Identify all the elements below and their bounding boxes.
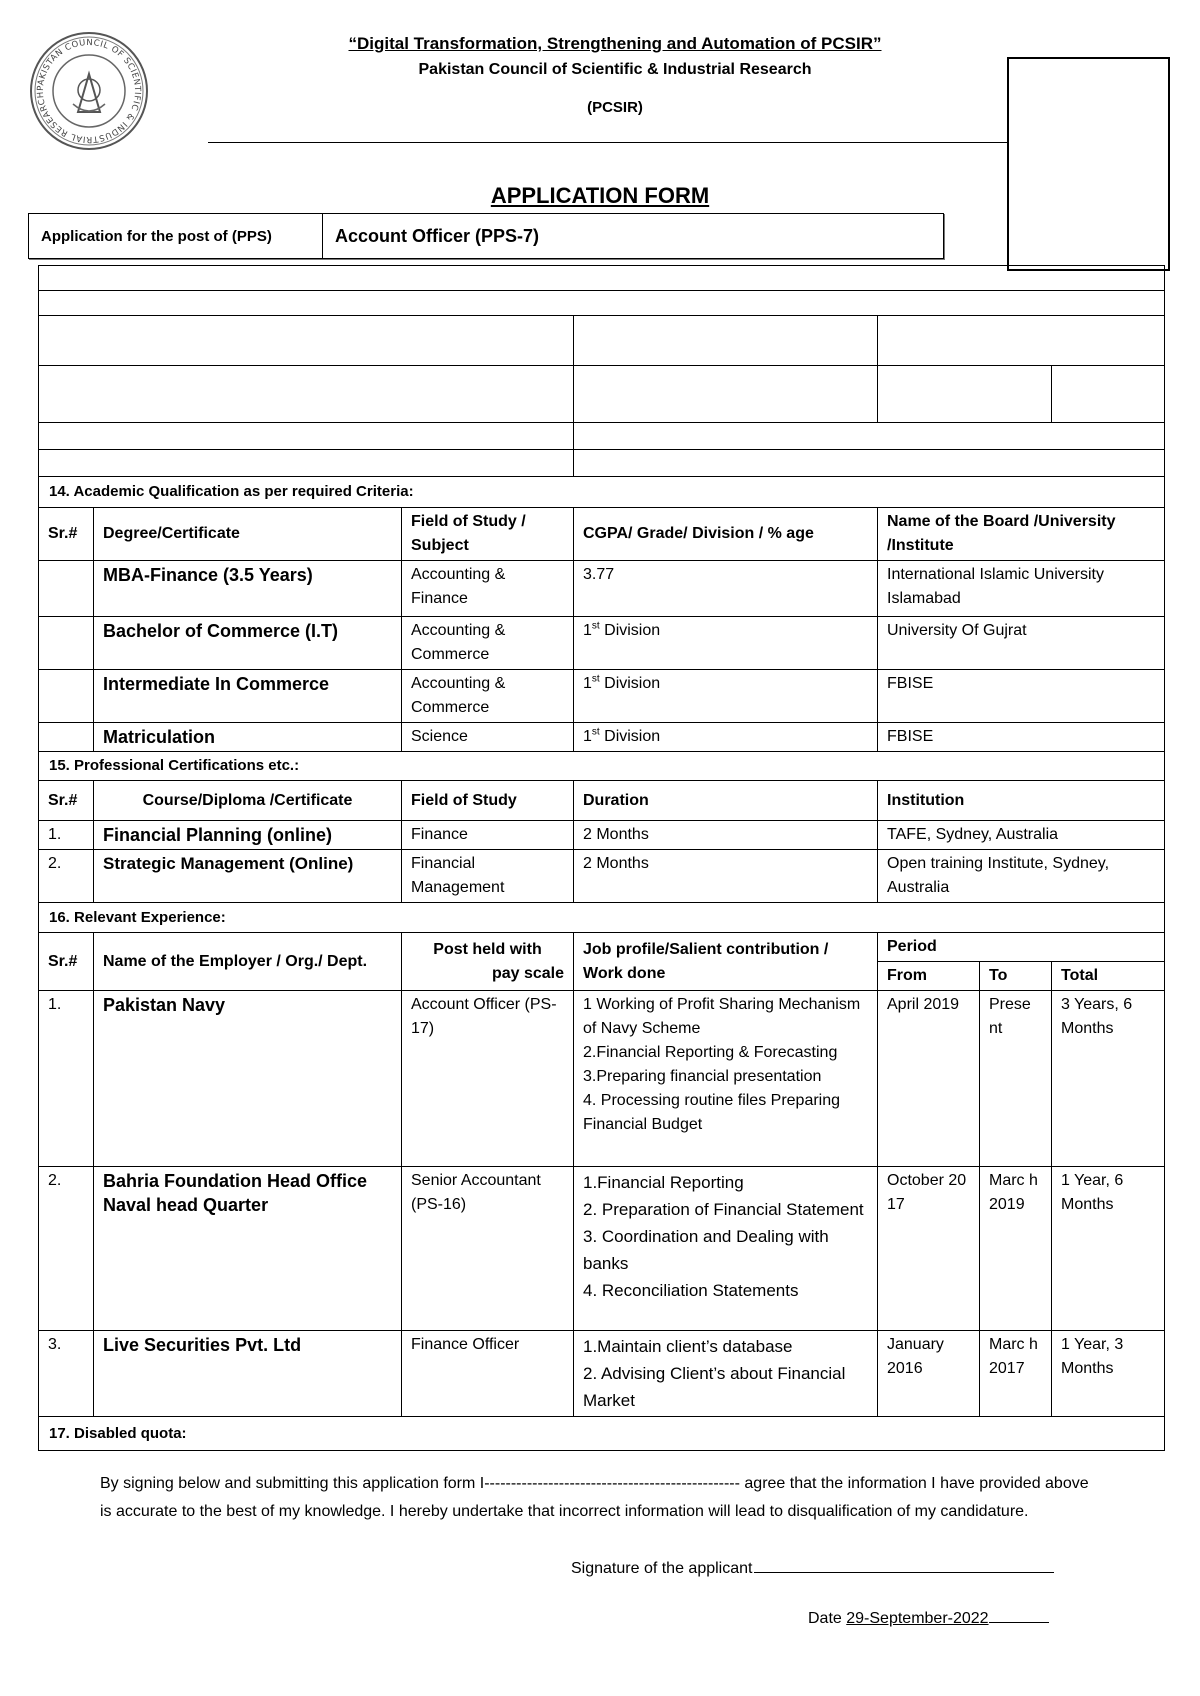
blank-row: [39, 291, 1165, 316]
profile-line: 2. Preparation of Financial Statement: [583, 1200, 864, 1219]
experience-total: 1 Year, 6 Months: [1052, 1167, 1165, 1331]
disabled-section-title: 17. Disabled quota:: [39, 1417, 1165, 1451]
experience-row: [39, 1167, 1165, 1331]
profile-line: 4. Reconciliation Statements: [583, 1281, 799, 1300]
academic-section-title: 14. Academic Qualification as per required Criteria:: [39, 477, 1165, 508]
experience-from: April 2019: [878, 991, 980, 1167]
professional-duration: 2 Months: [574, 850, 878, 903]
experience-sr: 3.: [39, 1331, 94, 1417]
experience-post: Senior Accountant (PS-16): [402, 1167, 574, 1331]
academic-institute: FBISE: [878, 723, 1165, 752]
experience-from: January 2016: [878, 1331, 980, 1417]
project-title: “Digital Transformation, Strengthening and Automation of PCSIR”: [348, 34, 882, 53]
experience-employer: Live Securities Pvt. Ltd: [94, 1331, 402, 1417]
academic-row: [39, 723, 1165, 752]
blank-row: [39, 316, 1165, 366]
professional-header-institution: Institution: [878, 781, 1165, 821]
grade-number: 1: [583, 675, 592, 692]
professional-row: [39, 821, 1165, 850]
professional-header-duration: Duration: [574, 781, 878, 821]
grade-division: Division: [599, 728, 661, 745]
experience-section-title: 16. Relevant Experience:: [39, 903, 1165, 933]
grade-ordinal: st: [591, 726, 600, 738]
professional-course: Strategic Management (Online): [94, 850, 402, 903]
academic-sr: [39, 723, 94, 752]
academic-sr: [39, 617, 94, 670]
experience-header-to: To: [980, 962, 1052, 991]
professional-institution: Open training Institute, Sydney, Australia: [878, 850, 1165, 903]
professional-sr: 2.: [39, 850, 94, 903]
declaration-text: By signing below and submitting this application form I------------------------------------------------ agree that the information I have provided above is accurate to the best of my knowledge. I hereby undertake that incorrect information will lead to disqualification of my candidature.: [100, 1475, 1089, 1520]
experience-row: [39, 991, 1165, 1167]
professional-header-row: [39, 781, 1165, 821]
blank-cell: [39, 291, 1165, 316]
profile-line: 2. Advising Client’s about Financial Market: [583, 1364, 846, 1410]
date-blank: [989, 1606, 1049, 1623]
professional-course: Financial Planning (online): [94, 821, 402, 850]
experience-sr: 2.: [39, 1167, 94, 1331]
experience-header-sr: Sr.#: [39, 933, 94, 991]
experience-header-post-line1: Post held with: [433, 940, 542, 958]
organization-abbreviation: (PCSIR): [587, 99, 643, 116]
experience-from: October 20 17: [878, 1167, 980, 1331]
blank-cell: [574, 366, 878, 423]
post-label: Application for the post of (PPS): [29, 214, 323, 258]
academic-field: Accounting & Commerce: [402, 617, 574, 670]
experience-header-employer: Name of the Employer / Org./ Dept.: [94, 933, 402, 991]
experience-sr: 1.: [39, 991, 94, 1167]
professional-sr: 1.: [39, 821, 94, 850]
academic-institute: FBISE: [878, 670, 1165, 723]
academic-degree: MBA-Finance (3.5 Years): [94, 561, 402, 617]
blank-row: [39, 423, 1165, 450]
academic-degree: Bachelor of Commerce (I.T): [94, 617, 402, 670]
blank-cell: [574, 423, 1165, 450]
blank-cell: [39, 450, 574, 477]
academic-grade: [574, 723, 878, 752]
form-title: APPLICATION FORM: [490, 183, 710, 208]
academic-header-institute: Name of the Board /University /Institute: [878, 508, 1165, 561]
profile-line: 3.Preparing financial presentation: [583, 1068, 822, 1085]
academic-grade: [574, 670, 878, 723]
professional-section-row: [39, 752, 1165, 781]
blank-cell: [878, 366, 1052, 423]
experience-profile: [574, 1167, 878, 1331]
blank-cell: [878, 316, 1165, 366]
grade-ordinal: st: [591, 673, 600, 685]
experience-to: Marc h 2019: [980, 1167, 1052, 1331]
experience-post: Finance Officer: [402, 1331, 574, 1417]
signature-line: [571, 1556, 1054, 1578]
academic-sr: [39, 670, 94, 723]
date-line: [808, 1606, 1049, 1628]
academic-degree: Matriculation: [94, 723, 402, 752]
blank-row: [39, 266, 1165, 291]
academic-header-row: [39, 508, 1165, 561]
svg-text:PAKISTAN COUNCIL OF SCIENTIFIC: PAKISTAN COUNCIL OF SCIENTIFIC & INDUSTRIAL RESEARCH: [35, 37, 143, 145]
professional-institution: TAFE, Sydney, Australia: [878, 821, 1165, 850]
experience-row: [39, 1331, 1165, 1417]
profile-line: 3. Coordination and Dealing with banks: [583, 1227, 829, 1273]
professional-field: Financial Management: [402, 850, 574, 903]
grade-division: Division: [599, 622, 661, 639]
professional-header-field: Field of Study: [402, 781, 574, 821]
professional-header-course: Course/Diploma /Certificate: [94, 781, 402, 821]
academic-field: Science: [402, 723, 574, 752]
blank-cell: [39, 423, 574, 450]
experience-to: Marc h 2017: [980, 1331, 1052, 1417]
academic-header-field: Field of Study / Subject: [402, 508, 574, 561]
blank-row: [39, 366, 1165, 423]
academic-field: Accounting & Commerce: [402, 670, 574, 723]
disabled-section-row: [39, 1417, 1165, 1451]
date-label: Date: [808, 1610, 842, 1627]
blank-cell: [39, 366, 574, 423]
experience-header-post: [402, 933, 574, 991]
professional-field: Finance: [402, 821, 574, 850]
academic-header-sr: Sr.#: [39, 508, 94, 561]
post-value: Account Officer (PPS-7): [335, 225, 540, 246]
experience-profile: [574, 991, 878, 1167]
academic-degree: Intermediate In Commerce: [94, 670, 402, 723]
experience-header-period: Period: [878, 933, 1165, 962]
experience-header-from: From: [878, 962, 980, 991]
pcsir-seal-logo: [28, 30, 150, 152]
profile-line: 1.Financial Reporting: [583, 1173, 744, 1192]
academic-row: [39, 617, 1165, 670]
experience-total: 1 Year, 3 Months: [1052, 1331, 1165, 1417]
academic-header-grade: CGPA/ Grade/ Division / % age: [574, 508, 878, 561]
academic-institute: International Islamic University Islamabad: [878, 561, 1165, 617]
signature-label: Signature of the applicant: [571, 1560, 753, 1577]
profile-line: 4. Processing routine files Preparing Financial Budget: [583, 1092, 841, 1133]
experience-post: Account Officer (PS-17): [402, 991, 574, 1167]
grade-number: 1: [583, 728, 592, 745]
experience-profile: [574, 1331, 878, 1417]
academic-header-degree: Degree/Certificate: [94, 508, 402, 561]
blank-cell: [39, 316, 574, 366]
date-value: 29-September-2022: [846, 1610, 989, 1627]
blank-row: [39, 450, 1165, 477]
blank-cell: [1052, 366, 1165, 423]
academic-sr: [39, 561, 94, 617]
profile-line: 2.Financial Reporting & Forecasting: [583, 1044, 838, 1061]
experience-employer: Bahria Foundation Head Office Naval head Quarter: [94, 1167, 402, 1331]
professional-row: [39, 850, 1165, 903]
experience-header-row: [39, 933, 1165, 962]
header-divider: [208, 142, 1008, 143]
experience-header-post-line2: pay scale: [491, 964, 564, 982]
academic-institute: University Of Gujrat: [878, 617, 1165, 670]
experience-total: 3 Years, 6 Months: [1052, 991, 1165, 1167]
academic-row: [39, 670, 1165, 723]
professional-header-sr: Sr.#: [39, 781, 94, 821]
grade-ordinal: st: [591, 620, 600, 632]
profile-line: 1.Maintain client’s database: [583, 1337, 793, 1356]
grade-division: Division: [599, 675, 661, 692]
application-form-table: [38, 265, 1165, 1451]
grade-number: 1: [583, 622, 592, 639]
blank-cell: [39, 266, 1165, 291]
post-applied-box: [28, 213, 944, 259]
organization-name: Pakistan Council of Scientific & Industrial Research: [418, 61, 812, 78]
experience-header-total: Total: [1052, 962, 1165, 991]
academic-grade: [574, 617, 878, 670]
academic-grade: 3.77: [574, 561, 878, 617]
experience-employer: Pakistan Navy: [94, 991, 402, 1167]
experience-section-row: [39, 903, 1165, 933]
academic-field: Accounting & Finance: [402, 561, 574, 617]
blank-cell: [574, 450, 1165, 477]
signature-blank: [754, 1556, 1054, 1573]
blank-cell: [574, 316, 878, 366]
professional-duration: 2 Months: [574, 821, 878, 850]
professional-section-title: 15. Professional Certifications etc.:: [39, 752, 1165, 781]
profile-line: 1 Working of Profit Sharing Mechanism of Navy Scheme: [583, 996, 861, 1037]
photo-box: [1007, 57, 1170, 271]
academic-section-row: [39, 477, 1165, 508]
experience-to: Prese nt: [980, 991, 1052, 1167]
academic-row: [39, 561, 1165, 617]
experience-header-profile: Job profile/Salient contribution / Work done: [574, 933, 878, 991]
